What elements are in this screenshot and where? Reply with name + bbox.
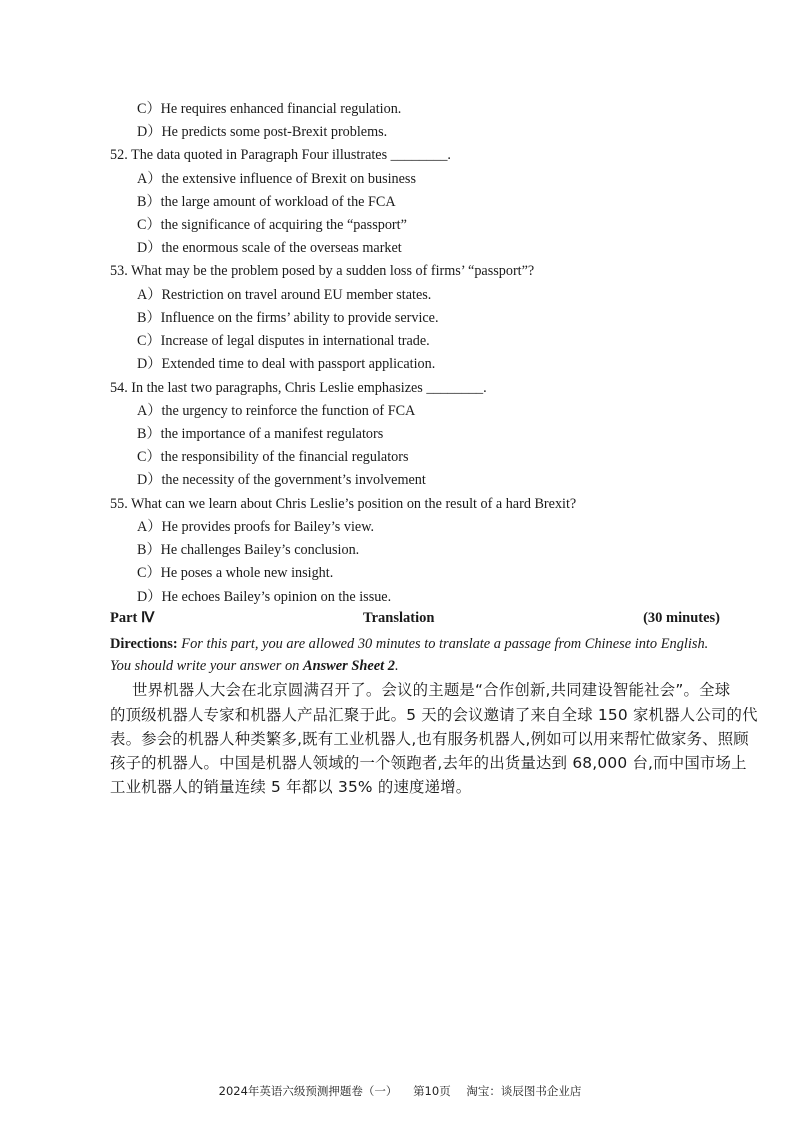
option-55-d: [137, 587, 391, 607]
option-text: the large amount of workload of the FCA: [160, 194, 396, 210]
question-53: [110, 261, 534, 281]
question-number: 54.: [110, 380, 128, 396]
option-text: the responsibility of the financial regulators: [160, 449, 409, 465]
option-54-c: [137, 447, 408, 467]
footer-exam-title: 2024年英语六级预测押题卷（一）: [218, 1084, 398, 1098]
question-number: 53.: [110, 263, 128, 279]
page-footer: [0, 1083, 800, 1099]
option-text: the importance of a manifest regulators: [160, 426, 384, 442]
question-number: 55.: [110, 496, 128, 512]
option-label: A）: [137, 403, 162, 419]
option-label: C）: [137, 333, 161, 349]
option-text: Influence on the firms’ ability to provide service.: [160, 310, 439, 326]
option-text: the extensive influence of Brexit on business: [161, 171, 416, 187]
question-text: What may be the problem posed by a sudden loss of firms’ “passport”?: [131, 263, 535, 279]
option-55-c: [137, 563, 333, 583]
part-time: (30 minutes): [643, 610, 720, 626]
question-text: The data quoted in Paragraph Four illustrates ________.: [131, 147, 451, 163]
option-label: C）: [137, 101, 161, 117]
option-label: B）: [137, 426, 161, 442]
option-label: B）: [137, 194, 161, 210]
question-52: [110, 145, 451, 165]
option-55-a: [137, 517, 374, 537]
option-label: B）: [137, 542, 161, 558]
option-text: the urgency to reinforce the function of FCA: [161, 403, 416, 419]
footer-page-number: 第10页: [413, 1084, 451, 1098]
option-label: D）: [137, 124, 162, 140]
option-53-d: [137, 354, 435, 374]
option-52-d: [137, 238, 402, 258]
option-54-b: [137, 424, 383, 444]
translation-line-5: 工业机器人的销量连续 5 年都以 35% 的速度递增。: [110, 778, 472, 796]
option-text: He predicts some post-Brexit problems.: [161, 124, 388, 140]
directions-text: For this part, you are allowed 30 minutes to translate a passage from Chinese into English. You should write your answer on: [110, 636, 709, 674]
option-53-c: [137, 331, 430, 351]
option-53-a: [137, 285, 431, 305]
option-text: Increase of legal disputes in international trade.: [160, 333, 430, 349]
part-title: Translation: [363, 610, 435, 626]
directions-label: Directions:: [110, 636, 178, 652]
option-label: C）: [137, 217, 161, 233]
option-label: A）: [137, 287, 162, 303]
option-label: D）: [137, 356, 162, 372]
translation-line-2: 的顶级机器人专家和机器人产品汇聚于此。5 天的会议邀请了来自全球 150 家机器人公司的代: [110, 706, 758, 724]
option-text: He requires enhanced financial regulation.: [160, 101, 402, 117]
option-52-b: [137, 192, 396, 212]
option-52-a: [137, 169, 416, 189]
option-51-d: [137, 122, 387, 142]
option-52-c: [137, 215, 407, 235]
option-text: He provides proofs for Bailey’s view.: [161, 519, 375, 535]
option-label: B）: [137, 310, 161, 326]
option-text: He echoes Bailey’s opinion on the issue.: [161, 589, 392, 605]
part-header: [110, 610, 720, 632]
option-text: the necessity of the government’s involvement: [161, 472, 426, 488]
question-text: What can we learn about Chris Leslie’s position on the result of a hard Brexit?: [131, 496, 577, 512]
option-text: Extended time to deal with passport application.: [161, 356, 436, 372]
footer-shop: 淘宝：谈辰图书企业店: [466, 1084, 582, 1098]
option-label: D）: [137, 240, 162, 256]
translation-line-4: 孩子的机器人。中国是机器人领域的一个领跑者,去年的出货量达到 68,000 台,而中国市场上: [110, 754, 747, 772]
option-55-b: [137, 540, 359, 560]
answer-sheet-ref: Answer Sheet 2: [302, 658, 395, 674]
question-55: [110, 494, 576, 514]
question-text: In the last two paragraphs, Chris Leslie emphasizes ________.: [131, 380, 487, 396]
option-text: Restriction on travel around EU member states.: [161, 287, 432, 303]
translation-line-1: 世界机器人大会在北京圆满召开了。会议的主题是“合作创新,共同建设智能社会”。全球: [132, 681, 731, 699]
option-54-a: [137, 401, 415, 421]
option-label: D）: [137, 472, 162, 488]
option-label: C）: [137, 449, 161, 465]
translation-line-3: 表。参会的机器人种类繁多,既有工业机器人,也有服务机器人,例如可以用来帮忙做家务、照顾: [110, 730, 749, 748]
option-text: He poses a whole new insight.: [160, 565, 334, 581]
option-label: C）: [137, 565, 161, 581]
option-label: A）: [137, 519, 162, 535]
option-text: the significance of acquiring the “passport”: [160, 217, 407, 233]
option-text: He challenges Bailey’s conclusion.: [160, 542, 360, 558]
option-53-b: [137, 308, 439, 328]
directions: [110, 633, 722, 677]
option-label: D）: [137, 589, 162, 605]
part-label: Part Ⅳ: [110, 610, 155, 626]
question-number: 52.: [110, 147, 128, 163]
option-54-d: [137, 470, 426, 490]
directions-end: .: [394, 658, 399, 674]
option-label: A）: [137, 171, 162, 187]
option-text: the enormous scale of the overseas market: [161, 240, 402, 256]
option-51-c: [137, 99, 401, 119]
question-54: [110, 378, 487, 398]
